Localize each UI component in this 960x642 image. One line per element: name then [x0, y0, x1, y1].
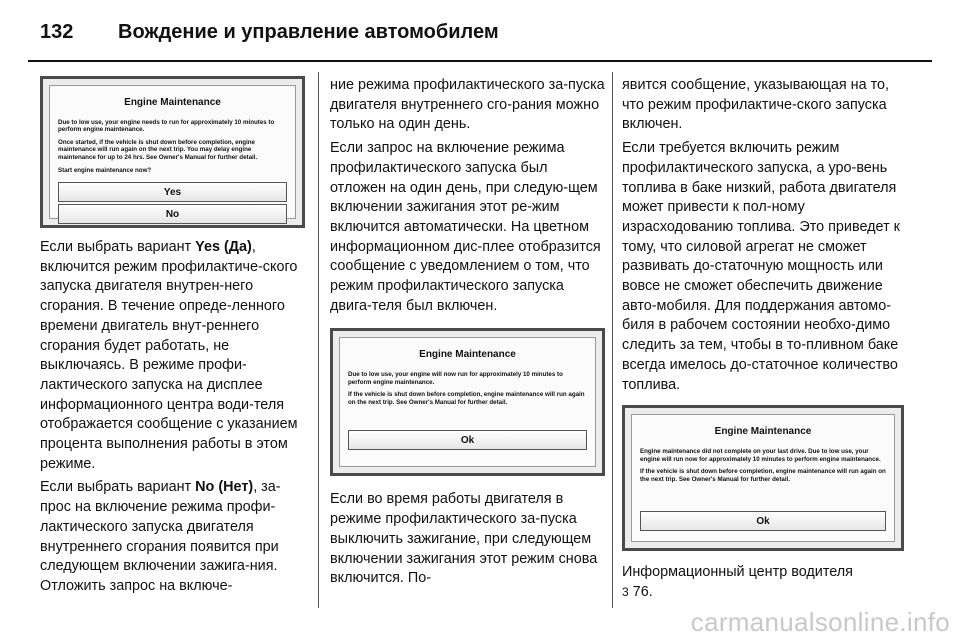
paragraph: Если требуется включить режим профилактического запуска, а уро-вень топлива в баке низкий, работа двигателя может привести к пол-ному израсходованию топлива. Это приведет к тому, что силовой агрегат не сможет развивать до-статочную мощность или вовсе не сможет обеспечить движение авто-мобиля. Для поддержания автомо-биля в рабочем состоянии необхо-димо следить за тем, чтобы в то-пливном баке всегда имелось до-статочное количество топлива. — [622, 140, 900, 393]
column-2 — [330, 76, 605, 593]
paragraph: явится сообщение, указывающая на то, что режим профилактиче-ского запуска включен. — [622, 77, 890, 133]
engine-maintenance-screenshot-ok — [330, 328, 605, 476]
paragraph: Если во время работы двигателя в режиме профилактического за-пуска выключить зажигание, при следующем включении зажигания этот режим снова включится. По- — [330, 491, 598, 587]
screen-message: Engine maintenance did not complete on your last drive. Due to low use, your engine will run now for approximately 10 minutes to perform engine maintenance. — [640, 447, 881, 463]
page-reference-arrow[interactable]: 3 — [622, 584, 629, 599]
paragraph: Если запрос на включение режима профилактического запуска был отложен на один день, при следую-щем включении зажигания этот ре-жим включится автоматически. На цветном информационном дис-плее отобразится сообщение с уведомлением о том, что режим профилактического запуска двига-теля был включен. — [330, 140, 601, 314]
screen-message: If the vehicle is shut down before completion, engine maintenance will run again on the next trip. See Owner's Manual for further detail. — [640, 468, 886, 483]
yes-button[interactable]: Yes — [58, 182, 287, 202]
column-1 — [40, 76, 305, 601]
page-reference[interactable]: 76. — [628, 583, 653, 600]
screen-title: Engine Maintenance — [124, 97, 221, 108]
screen-title: Engine Maintenance — [714, 426, 812, 438]
watermark: carmanualsonline.info — [690, 607, 950, 637]
option-yes: Yes (Да) — [195, 239, 252, 255]
paragraph: ние режима профилактического за-пуска двигателя внутреннего сго-рания можно только на один день. — [330, 77, 605, 133]
header-rule — [28, 60, 932, 62]
paragraph: Информационный центр водителя 3 76. — [622, 564, 853, 600]
option-no: No (Нет) — [195, 479, 254, 496]
page-header — [40, 12, 499, 52]
paragraph: Если выбрать вариант Yes (Да), включится режим профилактиче-ского запуска двигателя внутрен-него сгорания. В течение опреде-ленного времени двигатель внут-реннего сгорания будет работать, не выключаясь. В режиме профи-лактического запуска на дисплее информационного центра води-теля отображается сообщение с указанием процента выполнения работы в этом режиме. — [40, 239, 298, 472]
screen-message: If the vehicle is shut down before completion, engine maintenance will run again on the next trip. See Owner's Manual for further detail. — [348, 391, 585, 406]
chapter-title: Вождение и управление автомобилем — [118, 20, 499, 43]
ok-button[interactable]: Ok — [348, 430, 587, 450]
column-divider — [318, 72, 319, 608]
column-divider — [612, 72, 613, 608]
page-number: 132 — [40, 20, 74, 43]
ok-button[interactable]: Ok — [640, 511, 886, 531]
screen-title: Engine Maintenance — [419, 349, 516, 361]
screen-message: Once started, if the vehicle is shut down before completion, engine maintenance will run again on the next trip. You may delay engine maintenance for up to 24 hrs. See Owner's Manual for further detail. — [58, 138, 258, 162]
screen-message: Due to low use, your engine needs to run for approximately 10 minutes to perform engine maintenance. — [58, 118, 275, 134]
no-button[interactable]: No — [58, 204, 287, 224]
column-3 — [622, 76, 904, 607]
screen-question: Start engine maintenance now? — [58, 166, 152, 174]
engine-maintenance-screenshot-incomplete — [622, 405, 904, 551]
paragraph: Если выбрать вариант No (Нет), за-прос на включение режима профи-лактического запуска двигателя внутреннего сгорания появится при следующем включении зажига-ния. Отложить запрос на включе- — [40, 479, 281, 594]
screen-message: Due to low use, your engine will now run for approximately 10 minutes to perform engine maintenance. — [348, 371, 563, 386]
engine-maintenance-screenshot-yes-no — [40, 76, 305, 228]
